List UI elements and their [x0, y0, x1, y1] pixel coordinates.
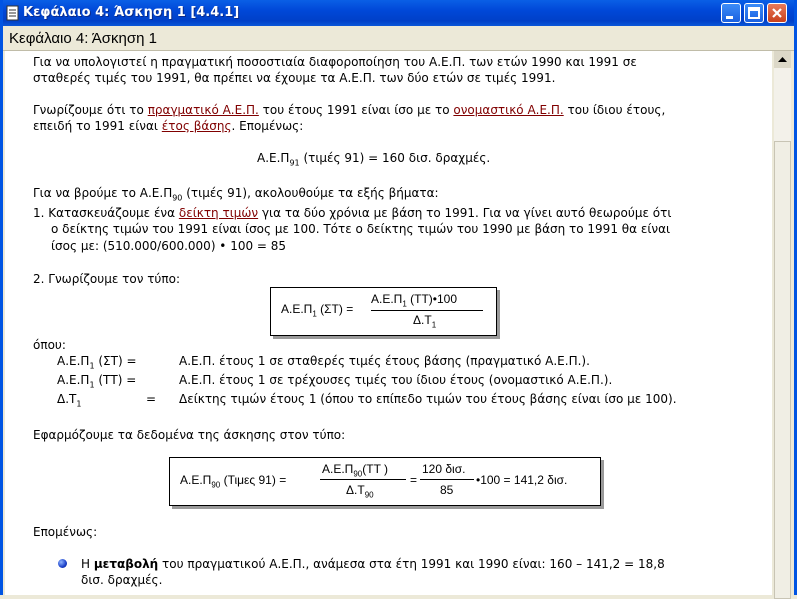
text-span: (τιμές 91) = 160 δισ. δραχμές. [299, 151, 491, 165]
page-header [3, 28, 794, 51]
text-span: Α.Ε.Π [322, 462, 354, 476]
bullet-line [81, 557, 665, 572]
text-span: (Τιμες 91) = [220, 473, 287, 487]
text-span: (ΣΤ) = [94, 354, 137, 368]
maximize-button[interactable] [744, 3, 764, 23]
text-span: (τιμές 91), ακολουθούμε τα εξής βήματα: [182, 186, 439, 200]
text-span: (ΤΤ)•100 [406, 292, 458, 306]
formula-result: •100 = 141,2 δισ. [476, 473, 568, 487]
paragraph-line [33, 119, 303, 134]
subscript: 1 [312, 309, 317, 319]
definition-term [57, 373, 136, 392]
window-title: Κεφάλαιο 4: Άσκηση 1 [4.4.1] [23, 5, 240, 20]
subscript: 1 [402, 299, 407, 309]
minimize-button[interactable] [721, 3, 741, 23]
subscript: 91 [289, 158, 300, 168]
formula-box [169, 457, 601, 506]
paragraph-line: σταθερές τιμές του 1991, θα πρέπει να έχουμε τα Α.Ε.Π. των δύο ετών σε τιμές 1991. [33, 71, 556, 85]
real-gdp-link[interactable]: πραγματικό Α.Ε.Π. [147, 103, 259, 117]
text-span: Γνωρίζουμε ότι το [33, 103, 148, 117]
scroll-thumb[interactable] [774, 141, 791, 599]
text-span: 1. Κατασκευάζουμε ένα [33, 206, 179, 220]
text-span: Α.Ε.Π [371, 292, 403, 306]
where-label: όπου: [33, 338, 66, 352]
arrow-up-icon [774, 51, 791, 68]
subscript: 90 [172, 193, 183, 203]
page-title: Κεφάλαιο 4: Άσκηση 1 [9, 30, 157, 47]
definition-text: Δείκτης τιμών έτους 1 (όπου το επίπεδο τιμών του έτους βάσης είναι ίσο με 100). [179, 392, 677, 406]
text-span: του ίδιου έτους, [563, 103, 666, 117]
paragraph-line: Εφαρμόζουμε τα δεδομένα της άσκησης στον τύπο: [33, 428, 346, 442]
title-bar[interactable] [3, 0, 794, 26]
definition-text: Α.Ε.Π. έτους 1 σε τρέχουσες τιμές του ίδιου έτους (ονομαστικό Α.Ε.Π.). [179, 373, 613, 387]
price-index-link[interactable]: δείκτη τιμών [178, 206, 259, 220]
text-span: για τα δύο χρόνια με βάση το 1991. Για να γίνει αυτό θεωρούμε ότι [258, 206, 672, 220]
fraction-bar [320, 479, 406, 480]
text-span: του έτους 1991 είναι ίσο με το [258, 103, 454, 117]
subscript: 1 [431, 320, 437, 330]
definition-term [57, 392, 81, 411]
text-span: Η [81, 557, 94, 571]
definition-equals: = [146, 392, 157, 406]
formula-denominator: 85 [440, 483, 454, 497]
formula-denominator [346, 483, 374, 499]
bullet-line: δισ. δραχμές. [81, 573, 163, 587]
bold-term: μεταβολή [93, 557, 159, 571]
text-span: Α.Ε.Π [281, 302, 313, 316]
formula-numerator [322, 462, 388, 478]
paragraph-line [33, 186, 439, 205]
subscript: 90 [364, 490, 374, 500]
text-span: (ΤΤ) = [94, 373, 137, 387]
text-span: Α.Ε.Π [57, 373, 90, 387]
close-button[interactable] [767, 3, 787, 23]
step-line: ίσος με: (510.000/600.000) • 100 = 85 [51, 239, 287, 253]
text-span: (ΤΤ ) [362, 462, 389, 476]
paragraph-line: Για να υπολογιστεί η πραγματική ποσοστιαία διαφοροποίηση του Α.Ε.Π. των ετών 1990 και 1991 σε [33, 55, 637, 69]
definition-text: Α.Ε.Π. έτους 1 σε σταθερές τιμές έτους βάσης (πραγματικό Α.Ε.Π.). [179, 354, 590, 368]
bullet-icon [58, 559, 67, 568]
paragraph-line [33, 103, 665, 118]
text-span: Α.Ε.Π [257, 151, 290, 165]
minimize-icon [722, 4, 740, 22]
text-span: (ΣΤ) = [316, 302, 354, 316]
text-span: Δ.Τ [346, 483, 365, 497]
formula-numerator: 120 δισ. [422, 462, 466, 476]
text-span: του πραγματικού Α.Ε.Π., ανάμεσα στα έτη 1991 και 1990 είναι: 160 – 141,2 = 18,8 [158, 557, 665, 571]
formula-lhs [281, 302, 353, 318]
scroll-up-button[interactable] [774, 51, 791, 68]
formula-denominator [413, 313, 436, 329]
formula-numerator [371, 292, 457, 308]
step-line: 2. Γνωρίζουμε τον τύπο: [33, 272, 180, 286]
equation-line [257, 151, 490, 170]
formula-box [270, 287, 497, 336]
subscript: 1 [89, 380, 95, 390]
close-icon [768, 4, 786, 22]
document-icon[interactable] [6, 5, 20, 21]
text-span: Α.Ε.Π [57, 354, 90, 368]
text-span: επειδή το 1991 είναι [33, 119, 162, 133]
text-span: Δ.Τ [57, 392, 77, 406]
step-line: ο δείκτης τιμών του 1991 είναι ίσος με 100. Τότε ο δείκτης τιμών του 1990 με βάση το 1991 θα είναι [51, 222, 671, 236]
vertical-scrollbar[interactable] [774, 51, 791, 595]
paragraph-line: Επομένως: [33, 525, 98, 539]
content-area[interactable] [5, 51, 772, 595]
step-line [33, 206, 671, 221]
subscript: 1 [89, 361, 95, 371]
fraction-bar [371, 310, 483, 311]
text-span: . Επομένως: [231, 119, 304, 133]
maximize-icon [745, 4, 763, 22]
subscript: 90 [211, 480, 221, 490]
definition-term [57, 354, 137, 373]
text-span: Δ.Τ [413, 313, 432, 327]
fraction-bar [420, 479, 474, 480]
subscript: 1 [76, 399, 82, 409]
base-year-link[interactable]: έτος βάσης [161, 119, 232, 133]
text-span: Για να βρούμε το Α.Ε.Π [33, 186, 173, 200]
text-span: Α.Ε.Π [180, 473, 212, 487]
formula-equals: = [410, 473, 418, 487]
nominal-gdp-link[interactable]: ονομαστικό Α.Ε.Π. [453, 103, 564, 117]
subscript: 90 [353, 469, 363, 479]
formula-lhs [180, 473, 286, 489]
